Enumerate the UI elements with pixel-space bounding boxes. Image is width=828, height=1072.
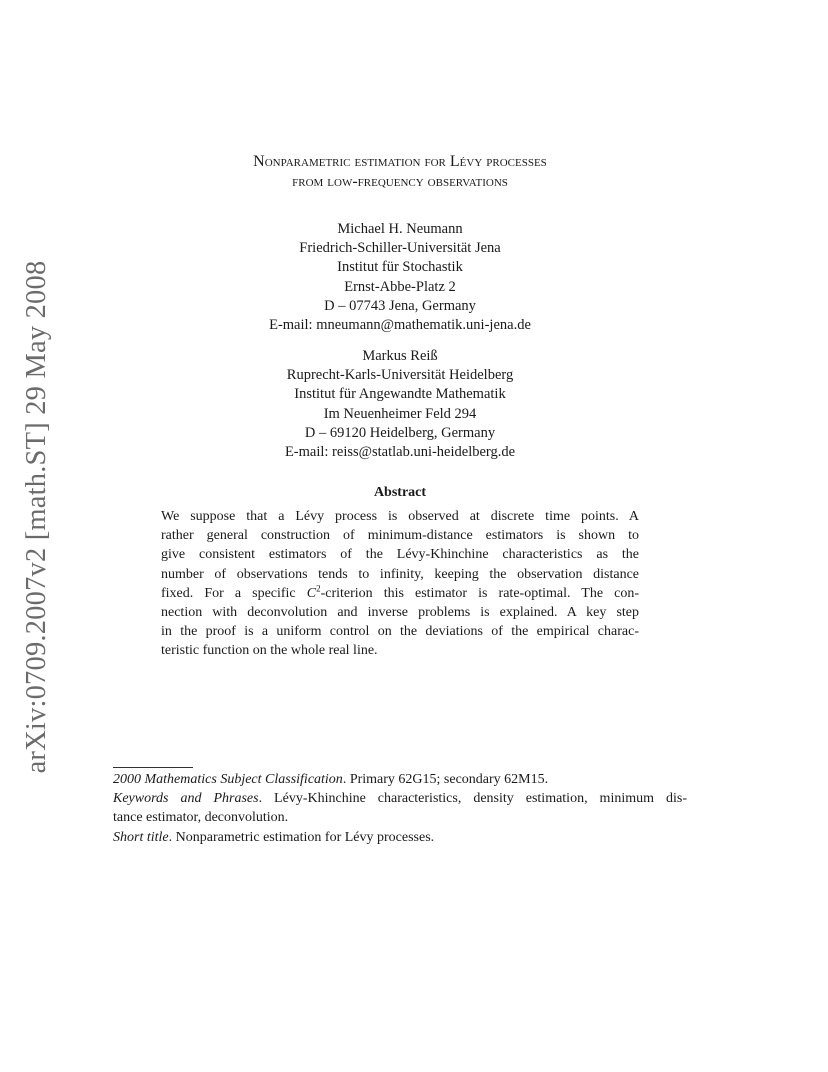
author-city: D – 69120 Heidelberg, Germany [304, 424, 496, 441]
author-affiliation: Friedrich-Schiller-Universität Jena [299, 240, 501, 257]
footnote-rule [113, 767, 193, 768]
author-email: E-mail: mneumann@mathematik.uni-jena.de [269, 317, 531, 334]
author-email: E-mail: reiss@statlab.uni-heidelberg.de [284, 444, 516, 461]
paper-title [0, 152, 800, 192]
arxiv-side-stamp: arXiv:0709.2007v2 [math.ST] 29 May 2008 [21, 260, 52, 774]
msc-label: 2000 Mathematics Subject Classification [113, 772, 343, 787]
title-line-1: Nonparametric estimation for Lévy processes [253, 153, 547, 170]
author-street: Im Neuenheimer Feld 294 [323, 405, 477, 422]
author-institute: Institut für Angewandte Mathematik [294, 386, 506, 403]
author-city: D – 07743 Jena, Germany [324, 297, 476, 314]
footnotes [113, 770, 687, 847]
abstract-body [161, 507, 639, 661]
abstract-line-suffix: -criterion this estimator is rate-optimal. The con- [320, 585, 639, 601]
abstract-line: in the proof is a uniform control on the deviations of the empirical charac- [161, 624, 639, 640]
abstract-line: rather general construction of minimum-distance estimators is shown to [161, 528, 639, 544]
author-block-1 [0, 220, 800, 335]
abstract-line: nection with deconvolution and inverse problems is explained. A key step [161, 605, 639, 621]
msc-text: . Primary 62G15; secondary 62M15. [342, 772, 549, 787]
author-name: Markus Reiß [362, 348, 438, 364]
footnote-keywords-cont: tance estimator, deconvolution. [113, 810, 289, 826]
math-symbol: C [306, 585, 317, 601]
abstract-line: give consistent estimators of the Lévy-Khinchine characteristics as the [161, 547, 639, 563]
abstract-heading: Abstract [373, 485, 427, 500]
author-institute: Institut für Stochastik [337, 259, 463, 276]
abstract-line-math [161, 584, 639, 603]
abstract-line: We suppose that a Lévy process is observed at discrete time points. A [161, 509, 639, 524]
author-block-2 [0, 347, 800, 462]
abstract-line: teristic function on the whole real line. [161, 643, 378, 659]
short-title-text: . Nonparametric estimation for Lévy processes. [168, 829, 435, 845]
title-line-2: from low-frequency observations [292, 173, 508, 190]
author-name: Michael H. Neumann [337, 221, 463, 237]
keywords-text: . Lévy-Khinchine characteristics, density estimation, minimum dis- [258, 791, 687, 807]
abstract-line: number of observations tends to infinity, keeping the observation distance [161, 566, 639, 582]
footnote-keywords [113, 789, 687, 808]
author-affiliation: Ruprecht-Karls-Universität Heidelberg [286, 367, 514, 384]
math-superscript: 2 [316, 583, 321, 594]
author-street: Ernst-Abbe-Platz 2 [344, 278, 456, 295]
keywords-label: Keywords and Phrases [113, 791, 259, 807]
footnote-short-title [113, 828, 687, 847]
abstract-line-prefix: fixed. For a specific [161, 585, 307, 601]
short-title-label: Short title [113, 829, 169, 845]
footnote-msc [113, 770, 687, 789]
